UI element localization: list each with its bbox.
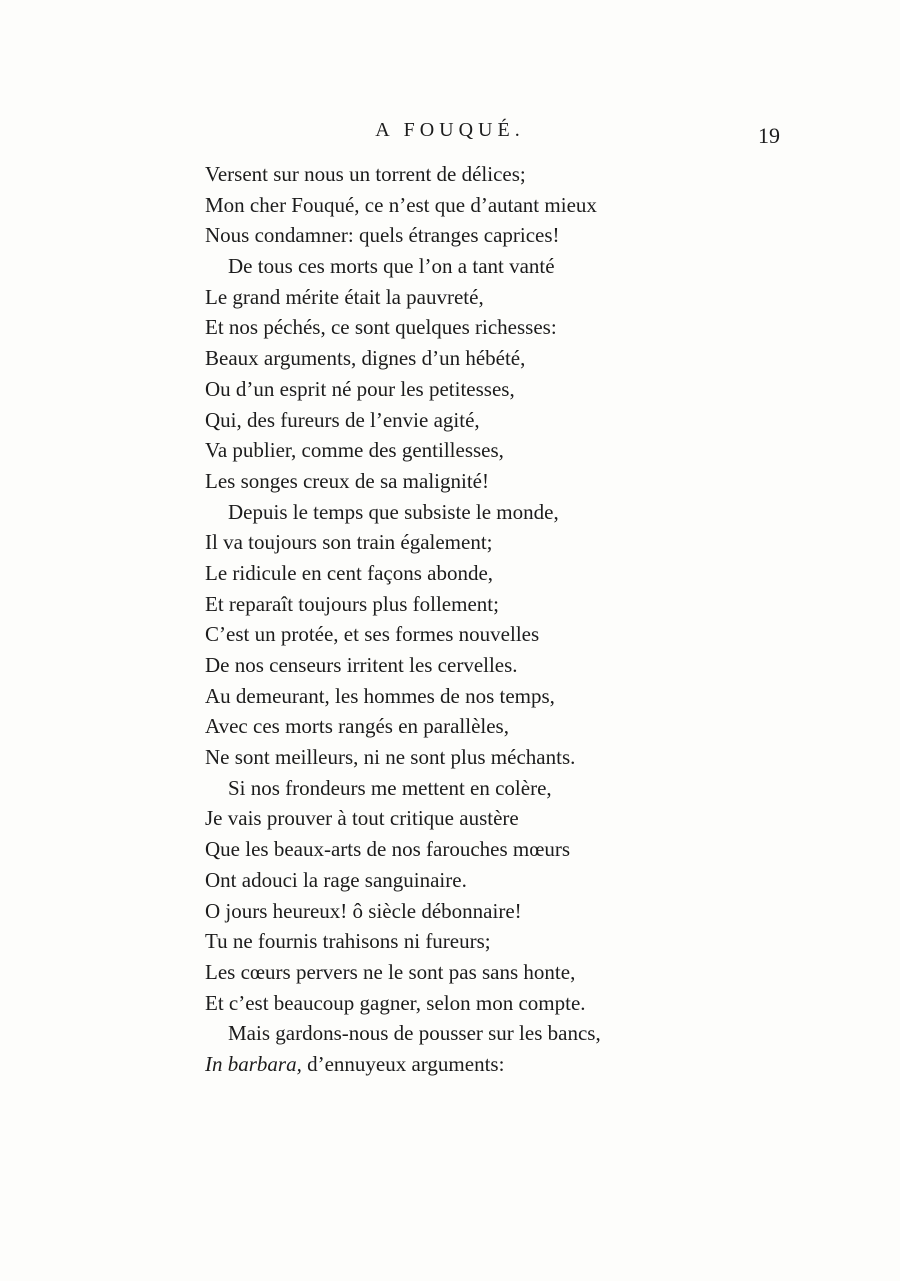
poem-line: Les cœurs pervers ne le sont pas sans honte, — [205, 959, 576, 984]
poem-line: Qui, des fureurs de l’envie agité, — [205, 407, 480, 432]
italic-latin-phrase: In barbara, — [205, 1051, 302, 1076]
poem-line-indented: Mais gardons-nous de pousser sur les bancs, — [228, 1021, 601, 1046]
poem-line: Mon cher Fouqué, ce n’est que d’autant mieux — [205, 192, 597, 217]
poem-line: Ont adouci la rage sanguinaire. — [205, 867, 467, 892]
poem-line: Versent sur nous un torrent de délices; — [205, 162, 526, 186]
poem-body — [205, 159, 695, 1080]
poem-line: Le grand mérite était la pauvreté, — [205, 284, 484, 309]
poem-line-indented: Si nos frondeurs me mettent en colère, — [228, 775, 552, 800]
poem-line: Ou d’un esprit né pour les petitesses, — [205, 376, 515, 401]
poem-line: De nos censeurs irritent les cervelles. — [205, 653, 518, 677]
poem-line: Et nos péchés, ce sont quelques richesses: — [205, 315, 557, 340]
running-head-title: A FOUQUÉ. — [375, 119, 525, 141]
poem-line: Ne sont meilleurs, ni ne sont plus méchants. — [205, 745, 576, 770]
poem-line: Que les beaux-arts de nos farouches mœurs — [205, 837, 571, 862]
poem-line: Je vais prouver à tout critique austère — [205, 806, 519, 831]
poem-line-indented: De tous ces morts que l’on a tant vanté — [228, 254, 555, 279]
poem-line: Et c’est beaucoup gagner, selon mon compte. — [205, 990, 586, 1015]
poem-line: Beaux arguments, dignes d’un hébété, — [205, 346, 526, 371]
poem-line-last — [205, 1049, 695, 1080]
poem-line: Avec ces morts rangés en parallèles, — [205, 714, 509, 739]
poem-line: Tu ne fournis trahisons ni fureurs; — [205, 929, 491, 954]
page-number: 19 — [758, 123, 780, 148]
poem-line-indented: Depuis le temps que subsiste le monde, — [228, 499, 559, 524]
poem-line: Le ridicule en cent façons abonde, — [205, 560, 494, 585]
poem-line: Au demeurant, les hommes de nos temps, — [205, 683, 555, 708]
poem-line: Va publier, comme des gentillesses, — [205, 438, 504, 463]
poem-line: Il va toujours son train également; — [205, 530, 493, 555]
poem-line: C’est un protée, et ses formes nouvelles — [205, 622, 540, 647]
poem-line: Nous condamner: quels étranges caprices! — [205, 223, 560, 248]
poem-line: O jours heureux! ô siècle débonnaire! — [205, 898, 522, 923]
poem-line: Et reparaît toujours plus follement; — [205, 591, 499, 616]
poem-line-tail: d’ennuyeux arguments: — [301, 1051, 505, 1076]
poem-line: Les songes creux de sa malignité! — [205, 468, 489, 493]
